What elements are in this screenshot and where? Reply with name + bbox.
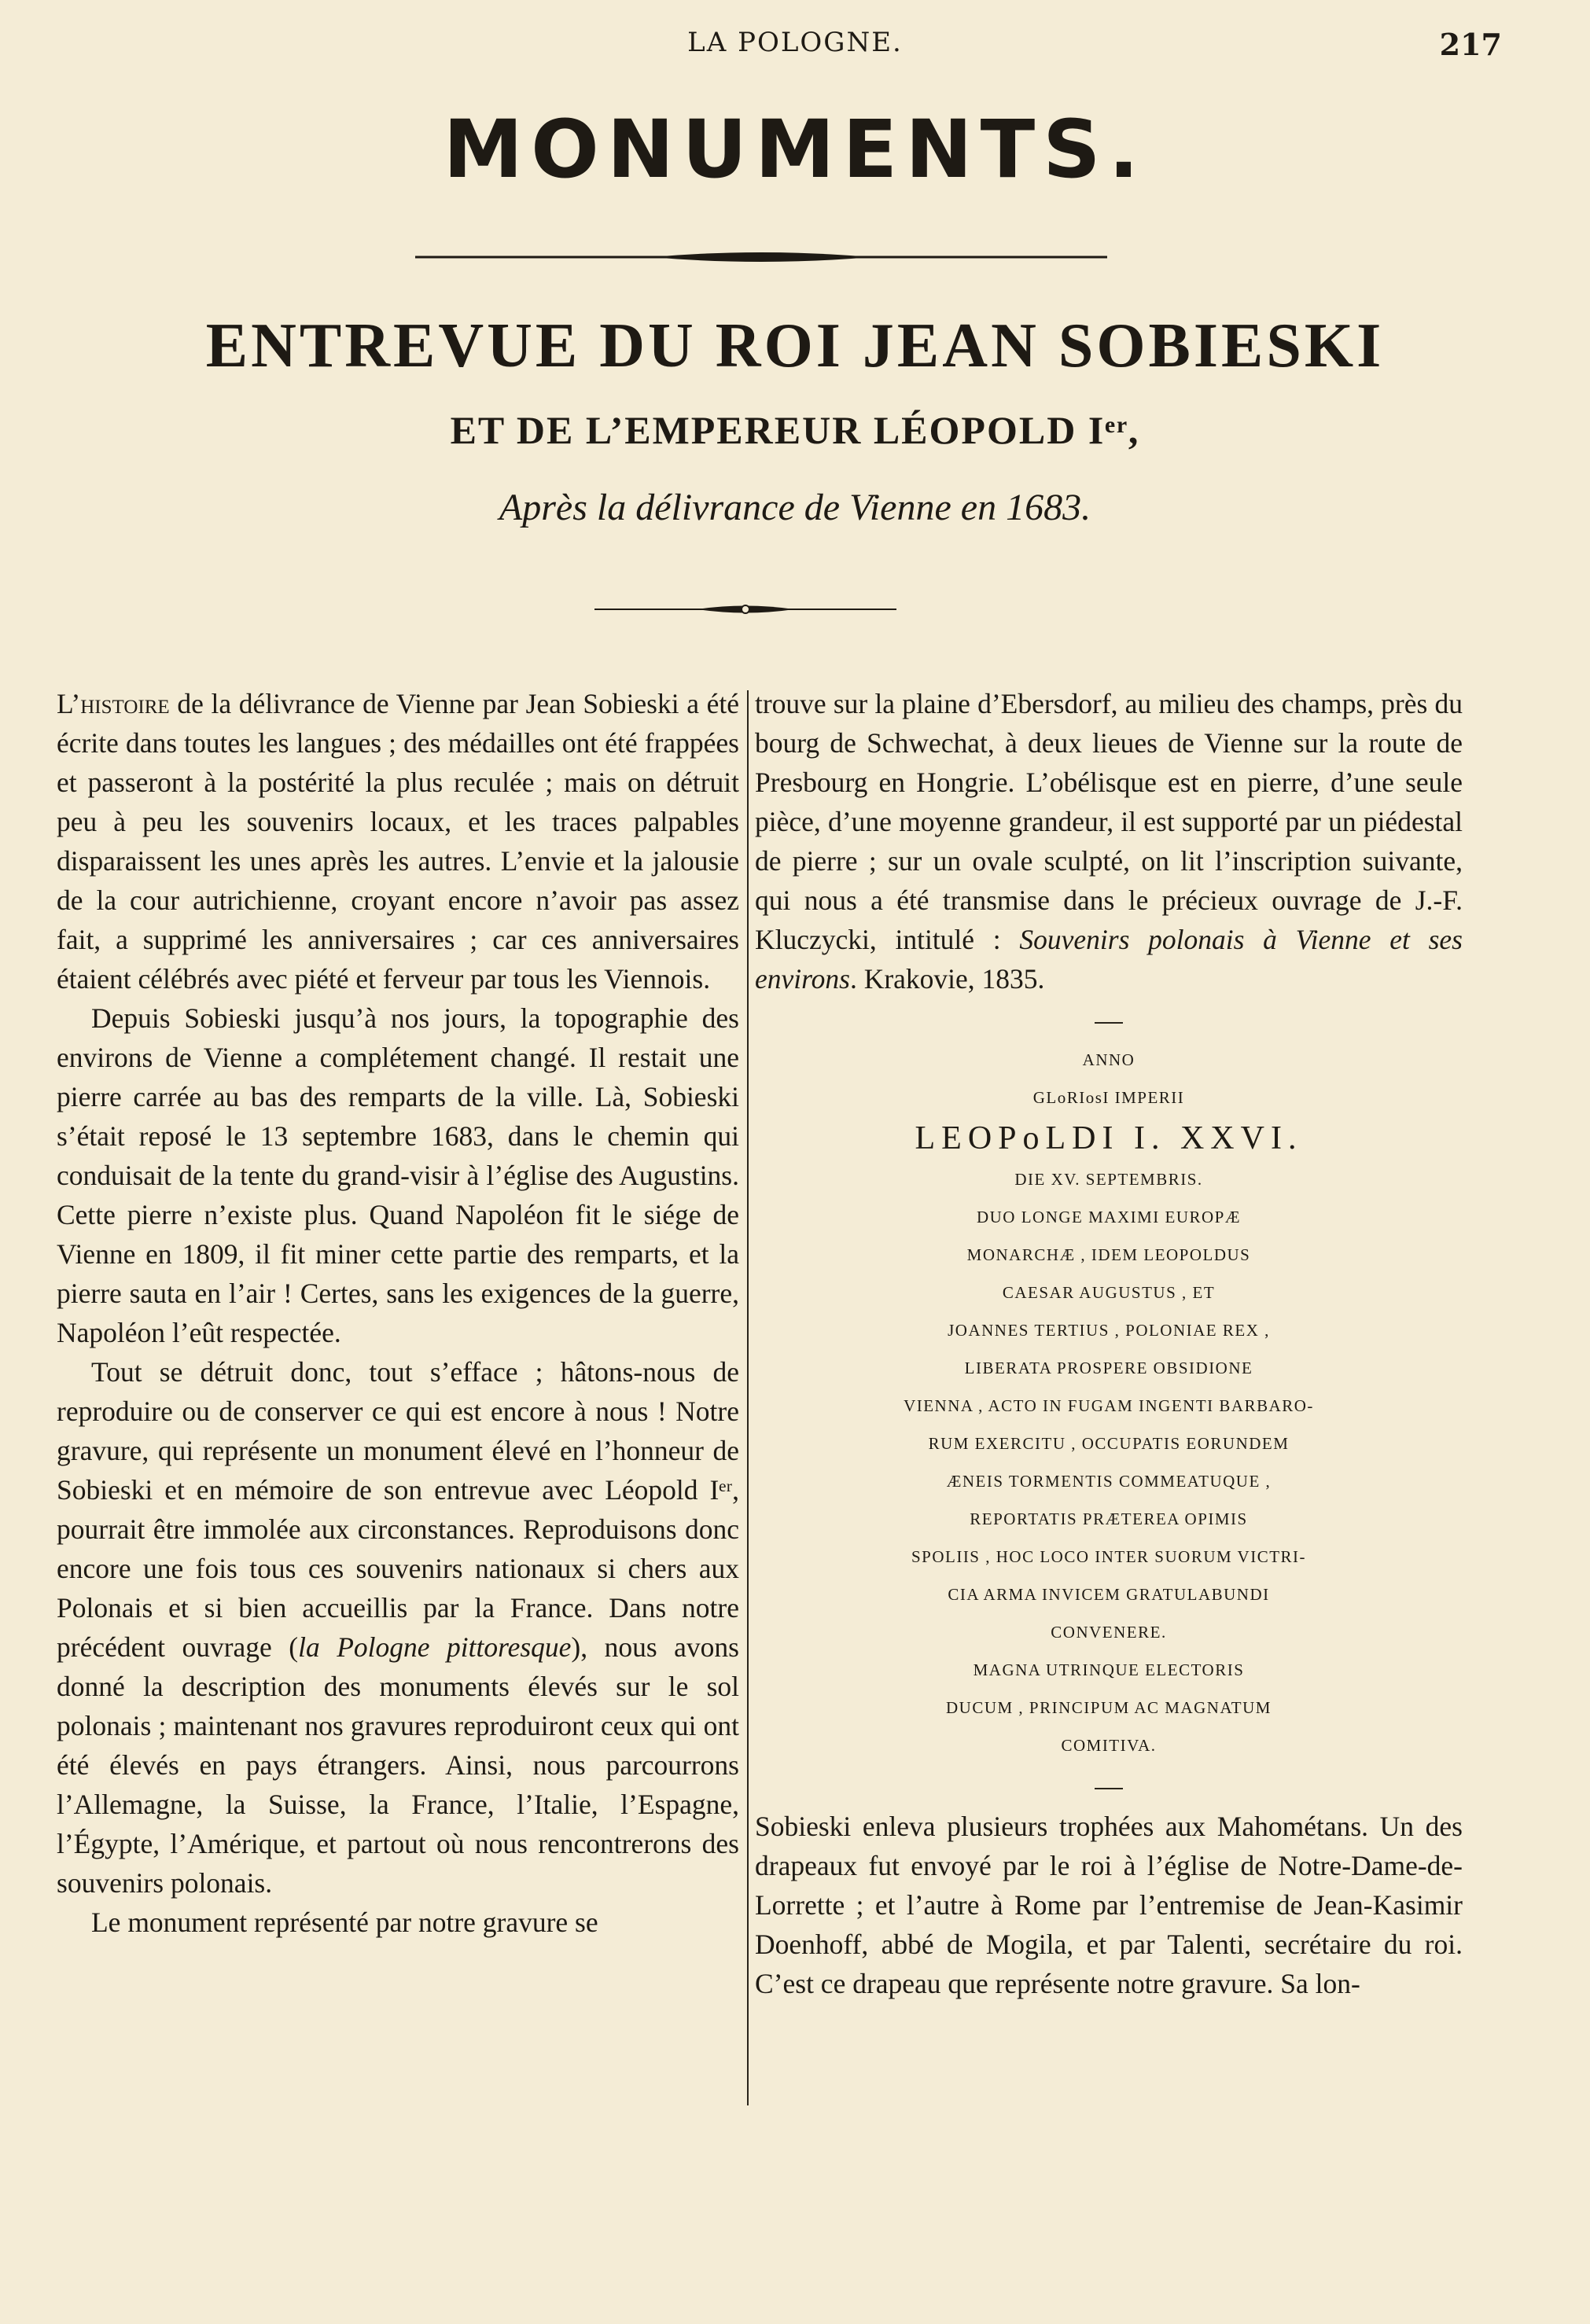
page-number: 217 (1439, 27, 1502, 62)
left-paragraph-1 (57, 684, 739, 998)
source-title-italic: Souvenirs polonais à Vienne et ses environs (755, 924, 1463, 995)
ornamental-rule-small (594, 599, 896, 620)
inscription-line: CONVENERE. (1051, 1623, 1167, 1642)
right-paragraph-1 (755, 684, 1463, 998)
inscription-line: DIE XV. SEPTEMBRIS. (1014, 1170, 1203, 1189)
left-paragraph-2: Depuis Sobieski jusqu’à nos jours, la topographie des environs de Vienne a complétement changé. Il restait une pierre carrée au bas des remparts de la ville. Là, Sobieski s’était reposé le 13 septembre 1683, dans le chemin qui conduisait de la tente du grand-visir à l’église des Augustins. Cette pierre n’existe plus. Quand Napoléon fit le siége de Vienne en 1809, il fit miner cette partie des remparts, et la pierre sauta en l’air ! Certes, sans les exigences de la guerre, Napoléon l’eût respectée. (57, 1002, 739, 1348)
left-paragraph-3 (57, 1352, 739, 1903)
section-title: MONUMENTS. (443, 103, 1147, 197)
right-paragraph-1-part-a: trouve sur la plaine d’Ebersdorf, au milieu des champs, près du bourg de Schwechat, à deux lieues de Vienne sur la route de Presbourg en Hongrie. L’obélisque est en pierre, d’une seule pièce, d’une moyenne grandeur, il est supporté par un piédestal de pierre ; sur un ovale sculpté, on lit l’inscription suivante, qui nous a été transmise dans le précieux ouvrage de J.-F. Kluczycki, intitulé : (755, 688, 1463, 955)
inscription-line: DUO LONGE MAXIMI EUROPÆ (976, 1208, 1242, 1226)
inscription-line: CAESAR AUGUSTUS , ET (1002, 1283, 1216, 1302)
inscription-line: DUCUM , PRINCIPUM AC MAGNATUM (946, 1698, 1272, 1717)
inscription-line: REPORTATIS PRÆTEREA OPIMIS (970, 1509, 1248, 1528)
left-column (57, 684, 739, 1942)
article-title: ENTREVUE DU ROI JEAN SOBIESKI (205, 311, 1385, 381)
inscription-line: MONARCHÆ , IDEM LEOPOLDUS (966, 1245, 1251, 1264)
right-column (755, 684, 1463, 2003)
inscription-line: MAGNA UTRINQUE ELECTORIS (973, 1660, 1245, 1679)
inscription-line: SPOLIIS , HOC LOCO INTER SUORUM VICTRI- (911, 1547, 1307, 1566)
ornamental-rule-top (415, 247, 1107, 267)
inscription-line: RUM EXERCITU , OCCUPATIS EORUNDEM (928, 1434, 1290, 1453)
left-paragraph-4: Le monument représenté par notre gravure se (91, 1907, 598, 1938)
right-paragraph-2: Sobieski enleva plusieurs trophées aux Mahométans. Un des drapeaux fut envoyé par le roi à l’église de Notre-Dame-de-Lorrette ; et l’autre à Rome par l’entremise de Jean-Kasimir Doenhoff, abbé de Mogila, et par Talenti, secrétaire du roi. C’est ce drapeau que représente notre gravure. Sa lon- (755, 1811, 1463, 1999)
inscription-line: VIENNA , ACTO IN FUGAM INGENTI BARBARO- (904, 1396, 1314, 1415)
article-subtitle: ET DE L’EMPEREUR LÉOPOLD Iᵉʳ, (450, 408, 1140, 452)
separator-dash (1095, 1788, 1123, 1789)
inscription-line-large: LEOPoLDI I. XXVI. (915, 1120, 1303, 1156)
left-paragraph-3-part-a: Tout se détruit donc, tout s’efface ; hâtons-nous de reproduire ou de conserver ce qui est encore à nous ! Notre gravure, qui représente un monument élevé en l’honneur de Sobieski et en mémoire de son entrevue avec Léopold Iᵉʳ, pourrait être immolée aux circonstances. Reproduisons donc encore une fois tous ces souvenirs nationaux si chers aux Polonais et si bien accueillis par la France. Dans notre précédent ouvrage ( (57, 1356, 739, 1663)
inscription-line: COMITIVA. (1061, 1736, 1157, 1755)
separator-dash (1095, 1022, 1123, 1024)
inscription-line: LIBERATA PROSPERE OBSIDIONE (964, 1359, 1253, 1377)
column-divider (747, 690, 749, 2105)
inscription-line: ANNO (1082, 1050, 1135, 1069)
inscription (755, 1041, 1463, 1764)
left-paragraph-1-text: de la délivrance de Vienne par Jean Sobieski a été écrite dans toutes les langues ; des médailles ont été frappées et passeront à la postérité la plus reculée ; mais on détruit peu à peu les souvenirs locaux, et les traces palpables disparaissent les unes après les autres. L’envie et la jalousie de la cour autrichienne, croyant encore n’avoir pas assez fait, a supprimé les anniversaires ; car ces anniversaires étaient célébrés avec piété et ferveur par tous les Viennois. (57, 688, 739, 995)
inscription-line: ÆNEIS TORMENTIS COMMEATUQUE , (946, 1472, 1272, 1491)
book-title-italic: la Pologne pittoresque (298, 1631, 572, 1663)
article-tagline: Après la délivrance de Vienne en 1683. (499, 487, 1091, 528)
inscription-line: JOANNES TERTIUS , POLONIAE REX , (948, 1321, 1270, 1340)
left-paragraph-3-part-b: ), nous avons donné la description des monuments élevés sur le sol polonais ; maintenant nos gravures reproduiront ceux qui ont été élevés en pays étrangers. Ainsi, nous parcourrons l’Allemagne, la Suisse, la France, l’Italie, l’Espagne, l’Égypte, l’Amérique, et partout où nous rencontrerons des souvenirs polonais. (57, 1631, 739, 1899)
inscription-line: CIA ARMA INVICEM GRATULABUNDI (948, 1585, 1270, 1604)
right-paragraph-1-part-b: . Krakovie, 1835. (849, 963, 1045, 995)
inscription-line: GLoRIosI IMPERII (1032, 1088, 1185, 1107)
running-head: LA POLOGNE. (687, 27, 903, 58)
drop-lead: L’histoire (57, 688, 170, 719)
